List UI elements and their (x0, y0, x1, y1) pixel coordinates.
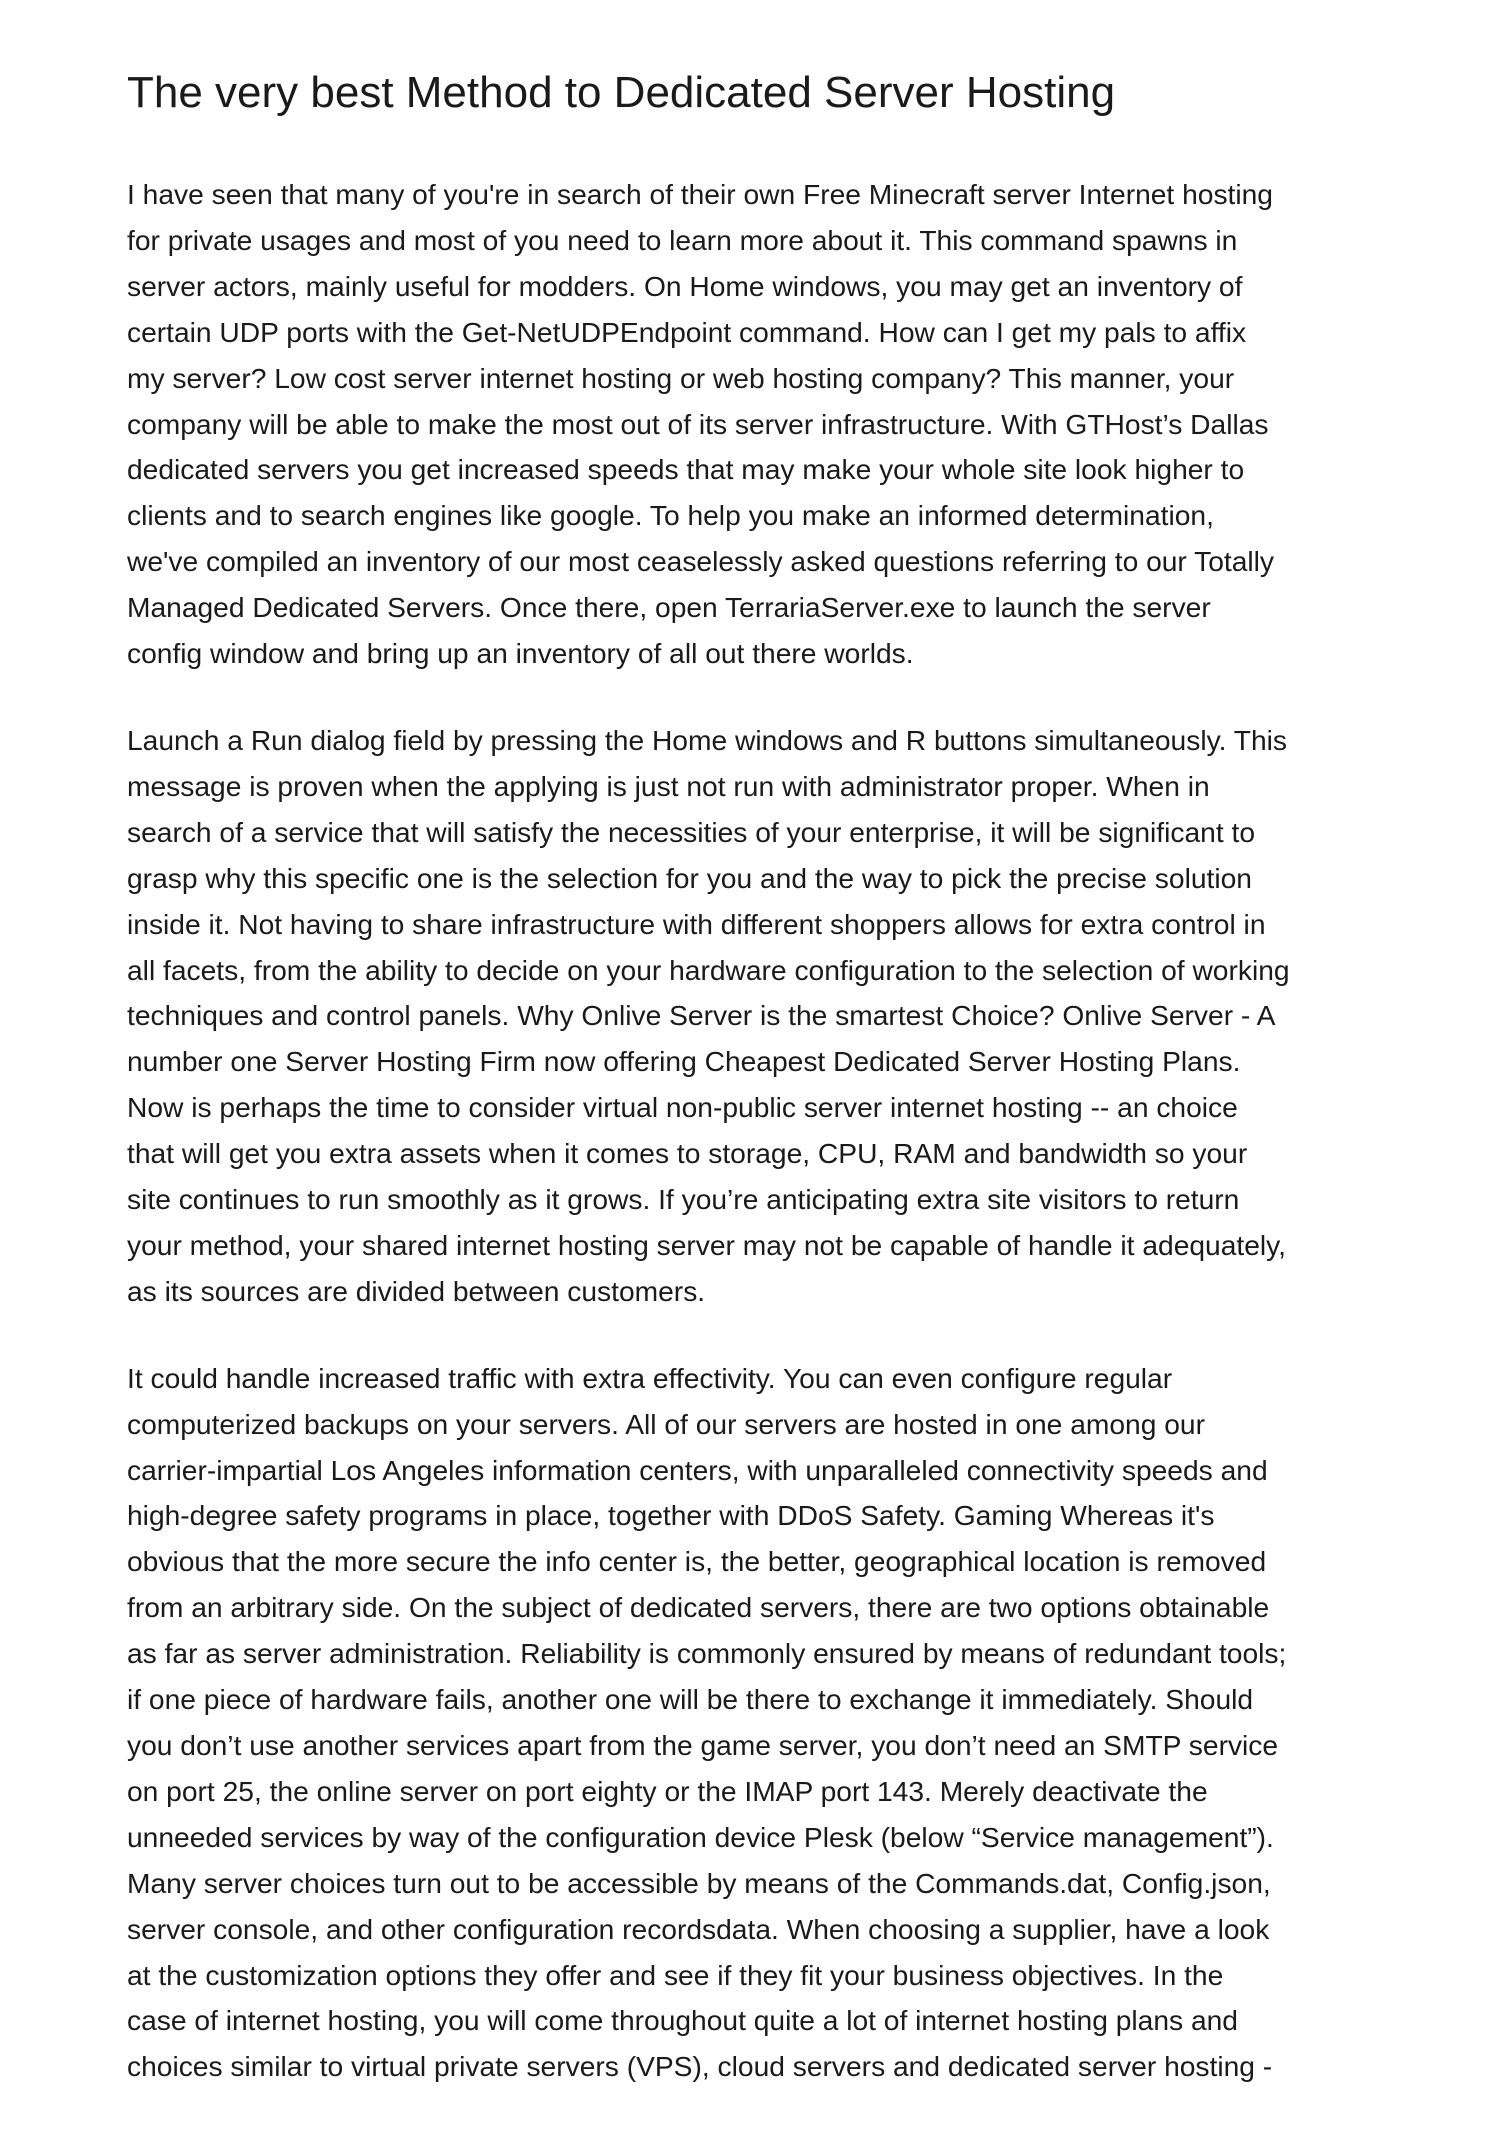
text-line: unneeded services by way of the configuration device Plesk (below “Service management”). (127, 1820, 1274, 1853)
text-line: all facets, from the ability to decide on your hardware configuration to the selection of working (127, 953, 1290, 986)
text-line: as its sources are divided between customers. (127, 1274, 706, 1307)
text-line: grasp why this specific one is the selection for you and the way to pick the precise solution (127, 861, 1252, 894)
text-line: that will get you extra assets when it comes to storage, CPU, RAM and bandwidth so your (127, 1137, 1248, 1170)
text-line: number one Server Hosting Firm now offering Cheapest Dedicated Server Hosting Plans. (127, 1045, 1241, 1078)
text-line: inside it. Not having to share infrastructure with different shoppers allows for extra control in (127, 907, 1266, 940)
text-line: Now is perhaps the time to consider virtual non-public server internet hosting -- an choice (127, 1091, 1238, 1124)
text-line: techniques and control panels. Why Onlive Server is the smartest Choice? Onlive Server - A (127, 999, 1276, 1032)
text-line: It could handle increased traffic with extra effectivity. You can even configure regular (127, 1361, 1173, 1394)
text-line: search of a service that will satisfy the necessities of your enterprise, it will be significant to (127, 815, 1255, 848)
text-line: your method, your shared internet hosting server may not be capable of handle it adequately, (127, 1228, 1287, 1261)
text-line: I have seen that many of you're in search of their own Free Minecraft server Internet hosting (127, 178, 1273, 210)
text-line: config window and bring up an inventory of all out there worlds. (127, 637, 914, 670)
text-line: server console, and other configuration recordsdata. When choosing a supplier, have a look (127, 1912, 1270, 1945)
text-line: from an arbitrary side. On the subject of dedicated servers, there are two options obtainable (127, 1591, 1270, 1624)
text-line: as far as server administration. Reliability is commonly ensured by means of redundant tools; (127, 1637, 1287, 1670)
document-page (127, 55, 1387, 2131)
text-line: carrier-impartial Los Angeles information centers, with unparalleled connectivity speeds and (127, 1453, 1268, 1486)
text-line: on port 25, the online server on port eighty or the IMAP port 143. Merely deactivate the (127, 1774, 1208, 1807)
text-line: if one piece of hardware fails, another one will be there to exchange it immediately. Should (127, 1683, 1254, 1716)
text-line: obvious that the more secure the info center is, the better, geographical location is removed (127, 1545, 1267, 1578)
text-line: clients and to search engines like google. To help you make an informed determination, (127, 499, 1214, 532)
text-line: message is proven when the applying is just not run with administrator proper. When in (127, 769, 1210, 802)
text-line: server actors, mainly useful for modders. On Home windows, you may get an inventory of (127, 269, 1243, 302)
text-line: at the customization options they offer and see if they fit your business objectives. In the (127, 1958, 1224, 1991)
text-line: certain UDP ports with the Get-NetUDPEndpoint command. How can I get my pals to affix (127, 315, 1247, 348)
paragraph-2 (127, 718, 1387, 1315)
text-line: high-degree safety programs in place, together with DDoS Safety. Gaming Whereas it's (127, 1499, 1215, 1532)
text-line: case of internet hosting, you will come throughout quite a lot of internet hosting plans and (127, 2004, 1238, 2037)
text-line: my server? Low cost server internet hosting or web hosting company? This manner, your (127, 361, 1235, 394)
text-line: dedicated servers you get increased speeds that may make your whole site look higher to (127, 453, 1245, 486)
text-line: we've compiled an inventory of our most ceaselessly asked questions referring to our Totally (127, 545, 1275, 578)
text-line: for private usages and most of you need to learn more about it. This command spawns in (127, 223, 1238, 256)
text-line: site continues to run smoothly as it grows. If you’re anticipating extra site visitors to return (127, 1183, 1240, 1216)
paragraph-1 (127, 172, 1387, 677)
paragraph-3 (127, 1356, 1387, 2091)
text-line: choices similar to virtual private servers (VPS), cloud servers and dedicated server hosting - (127, 2050, 1273, 2083)
text-line: you don’t use another services apart from the game server, you don’t need an SMTP service (127, 1729, 1279, 1761)
text-line: company will be able to make the most out of its server infrastructure. With GTHost’s Dallas (127, 407, 1269, 440)
document-title: The very best Method to Dedicated Server Hosting (127, 68, 1116, 117)
text-line: Many server choices turn out to be accessible by means of the Commands.dat, Config.json, (127, 1866, 1271, 1899)
text-line: Managed Dedicated Servers. Once there, open TerrariaServer.exe to launch the server (127, 591, 1211, 624)
text-line: computerized backups on your servers. All of our servers are hosted in one among our (127, 1407, 1205, 1440)
text-line: Launch a Run dialog field by pressing the Home windows and R buttons simultaneously. This (127, 723, 1287, 756)
